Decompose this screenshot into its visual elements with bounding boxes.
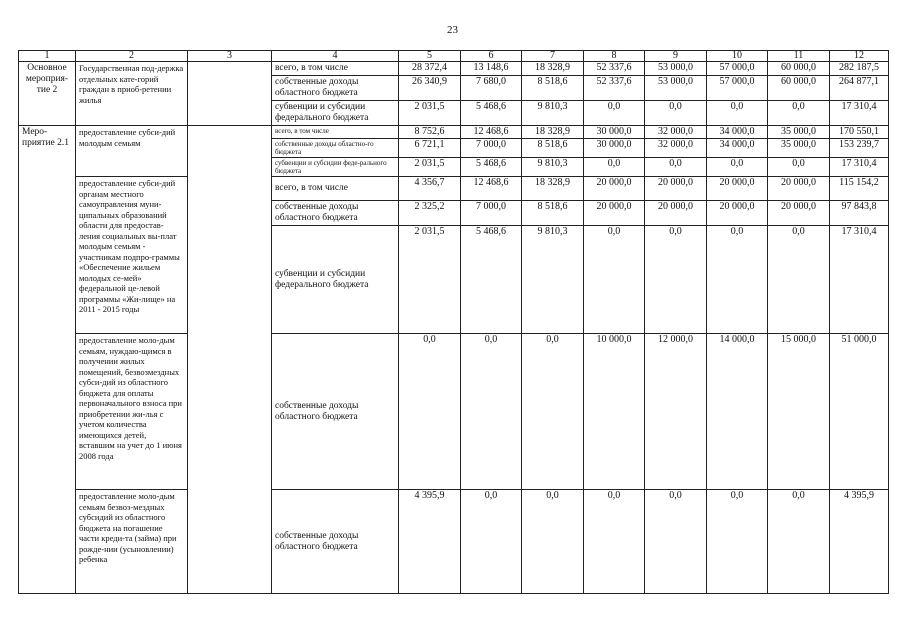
value-cell: 8 518,6 [522,76,584,101]
value-cell: 2 325,2 [399,201,461,226]
source-label: субвенции и субсидии федерального бюджета [272,226,399,334]
source-label: всего, в том числе [272,62,399,76]
value-cell: 20 000,0 [768,177,830,201]
col-header: 1 [19,51,76,62]
value-cell: 17 310,4 [830,158,889,177]
table-row [19,126,889,139]
value-cell: 9 810,3 [522,101,584,126]
value-cell: 282 187,5 [830,62,889,76]
value-cell: 53 000,0 [645,76,707,101]
value-cell: 153 239,7 [830,139,889,158]
value-cell: 60 000,0 [768,62,830,76]
value-cell: 12 468,6 [461,126,522,139]
col-header: 5 [399,51,461,62]
value-cell: 20 000,0 [645,177,707,201]
table-row [19,62,889,76]
table-row [19,177,889,201]
value-cell: 35 000,0 [768,126,830,139]
value-cell: 0,0 [707,226,768,334]
value-cell: 2 031,5 [399,226,461,334]
measure-label: Основное мероприя-тие 2 [19,62,76,126]
measure-label: Меро-приятие 2.1 [19,126,76,594]
value-cell: 60 000,0 [768,76,830,101]
value-cell: 7 000,0 [461,201,522,226]
value-cell: 0,0 [707,158,768,177]
value-cell: 0,0 [645,490,707,594]
value-cell: 9 810,3 [522,158,584,177]
col-header: 8 [584,51,645,62]
measure-description: Государственная под-держка отдельных кате-горий граждан в приоб-ретении жилья [76,62,188,126]
page-number: 23 [447,24,458,36]
col-header: 9 [645,51,707,62]
value-cell: 2 031,5 [399,101,461,126]
source-label: субвенции и субсидии федерального бюджета [272,101,399,126]
value-cell: 264 877,1 [830,76,889,101]
col-header: 11 [768,51,830,62]
col-header: 4 [272,51,399,62]
measure-description: предоставление моло-дым семьям безвоз-мездных субсидий из областного бюджета на погашение части креди-та (займа) при рожде-нии (усыновлении) ребенка [76,490,188,594]
value-cell: 17 310,4 [830,101,889,126]
value-cell: 51 000,0 [830,334,889,490]
value-cell: 20 000,0 [707,177,768,201]
value-cell: 32 000,0 [645,139,707,158]
value-cell: 0,0 [522,334,584,490]
value-cell: 52 337,6 [584,76,645,101]
measure-description: предоставление субси-дий органам местного самоуправления муни-ципальных образований области для предостав-ления социальных вы-плат молодым семьям - участникам подпро-граммы «Обеспечение жильем молодых се-мей» федеральной це-левой программы «Жи-лище» на 2011 - 2015 годы [76,177,188,334]
value-cell: 13 148,6 [461,62,522,76]
value-cell: 0,0 [768,490,830,594]
value-cell: 0,0 [707,490,768,594]
value-cell: 0,0 [522,490,584,594]
budget-table [18,50,889,594]
value-cell: 0,0 [584,158,645,177]
value-cell: 34 000,0 [707,126,768,139]
value-cell: 20 000,0 [584,177,645,201]
source-label: собственные доходы областного бюджета [272,490,399,594]
table-row [19,490,889,594]
value-cell: 35 000,0 [768,139,830,158]
value-cell: 0,0 [645,226,707,334]
value-cell: 2 031,5 [399,158,461,177]
value-cell: 4 395,9 [830,490,889,594]
value-cell: 18 328,9 [522,62,584,76]
col-header: 3 [188,51,272,62]
value-cell: 12 468,6 [461,177,522,201]
value-cell: 53 000,0 [645,62,707,76]
value-cell: 20 000,0 [768,201,830,226]
value-cell: 0,0 [584,490,645,594]
source-label: всего, в том числе [272,126,399,139]
value-cell: 18 328,9 [522,177,584,201]
value-cell: 0,0 [584,226,645,334]
col-header: 10 [707,51,768,62]
source-label: собственные доходы областно-го бюджета [272,139,399,158]
value-cell: 0,0 [399,334,461,490]
value-cell: 10 000,0 [584,334,645,490]
value-cell: 115 154,2 [830,177,889,201]
value-cell: 7 680,0 [461,76,522,101]
source-label: субвенции и субсидии феде-рального бюджета [272,158,399,177]
value-cell: 8 518,6 [522,139,584,158]
source-label: собственные доходы областного бюджета [272,76,399,101]
col-header: 2 [76,51,188,62]
value-cell: 57 000,0 [707,76,768,101]
value-cell: 170 550,1 [830,126,889,139]
value-cell: 30 000,0 [584,139,645,158]
value-cell: 0,0 [768,226,830,334]
value-cell: 5 468,6 [461,226,522,334]
value-cell: 17 310,4 [830,226,889,334]
value-cell: 15 000,0 [768,334,830,490]
value-cell: 7 000,0 [461,139,522,158]
value-cell: 0,0 [645,101,707,126]
empty-cell [188,126,272,594]
source-label: всего, в том числе [272,177,399,201]
value-cell: 0,0 [645,158,707,177]
value-cell: 32 000,0 [645,126,707,139]
value-cell: 4 395,9 [399,490,461,594]
value-cell: 30 000,0 [584,126,645,139]
table-row [19,334,889,490]
measure-description: предоставление моло-дым семьям, нуждаю-щимся в получении жилых помещений, безвозмездных субси-дий из областного бюджета для оплаты первоначального взноса при приобретении жи-лья с учетом количества имеющихся детей, вставшим на учет до 1 июня 2008 года [76,334,188,490]
value-cell: 5 468,6 [461,101,522,126]
value-cell: 0,0 [768,158,830,177]
value-cell: 28 372,4 [399,62,461,76]
value-cell: 5 468,6 [461,158,522,177]
value-cell: 14 000,0 [707,334,768,490]
value-cell: 0,0 [584,101,645,126]
value-cell: 57 000,0 [707,62,768,76]
value-cell: 0,0 [461,490,522,594]
value-cell: 9 810,3 [522,226,584,334]
value-cell: 8 752,6 [399,126,461,139]
col-header: 7 [522,51,584,62]
value-cell: 34 000,0 [707,139,768,158]
source-label: собственные доходы областного бюджета [272,201,399,226]
col-header: 12 [830,51,889,62]
value-cell: 12 000,0 [645,334,707,490]
value-cell: 52 337,6 [584,62,645,76]
value-cell: 20 000,0 [707,201,768,226]
value-cell: 8 518,6 [522,201,584,226]
value-cell: 97 843,8 [830,201,889,226]
value-cell: 0,0 [707,101,768,126]
empty-cell [188,62,272,126]
value-cell: 20 000,0 [584,201,645,226]
col-header: 6 [461,51,522,62]
header-row [19,51,889,62]
value-cell: 4 356,7 [399,177,461,201]
value-cell: 0,0 [461,334,522,490]
value-cell: 6 721,1 [399,139,461,158]
value-cell: 26 340,9 [399,76,461,101]
value-cell: 0,0 [768,101,830,126]
value-cell: 18 328,9 [522,126,584,139]
source-label: собственные доходы областного бюджета [272,334,399,490]
value-cell: 20 000,0 [645,201,707,226]
measure-description: предоставление субси-дий молодым семьям [76,126,188,177]
